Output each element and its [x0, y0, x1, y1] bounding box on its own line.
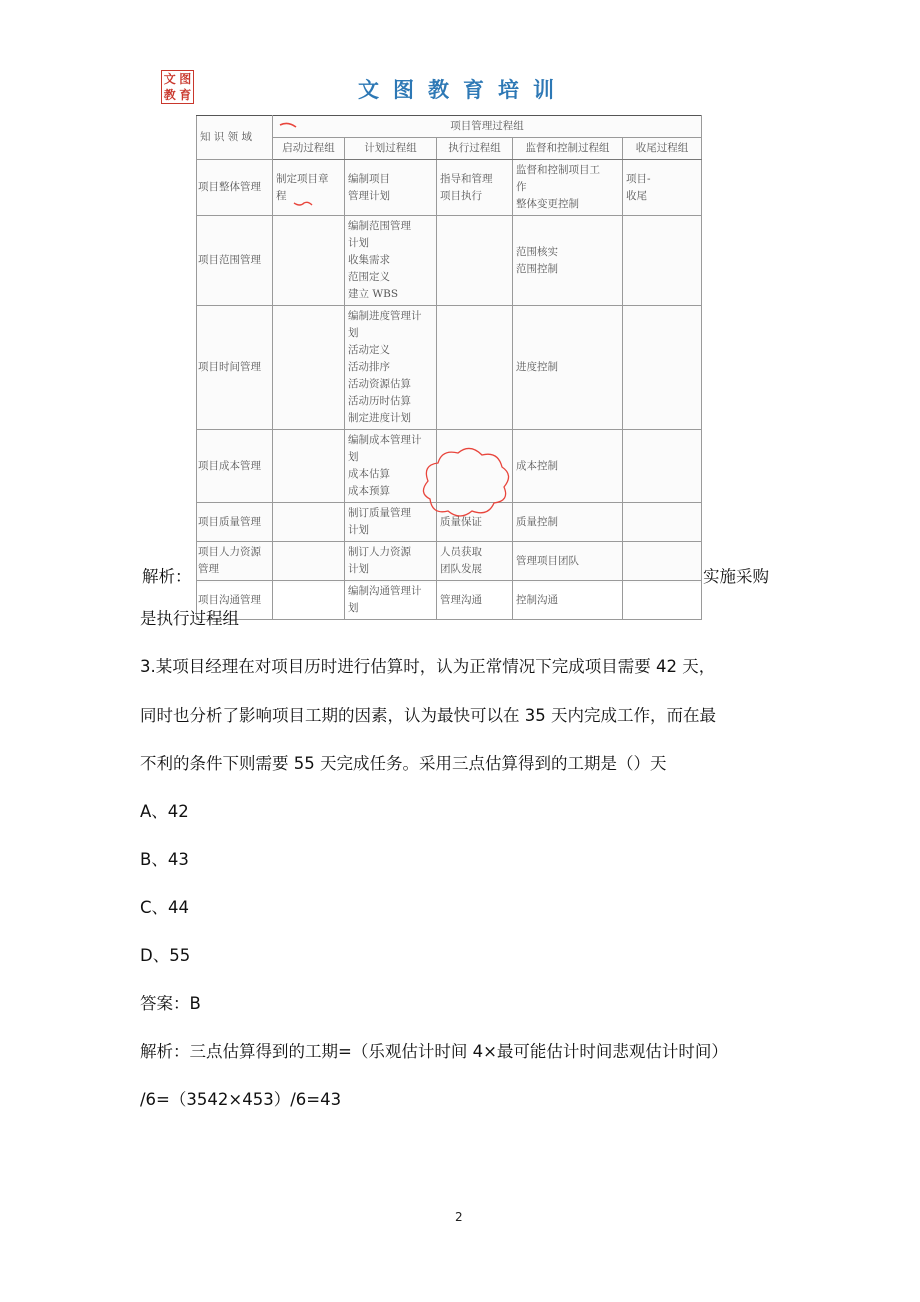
explanation-line-1: 解析：三点估算得到的工期=（乐观估计时间 4×最可能估计时间悲观估计时间）: [140, 1042, 728, 1061]
process-name: 项目执行: [440, 189, 482, 202]
process-name: 范围定义: [348, 271, 390, 283]
process-name: 项目-: [626, 172, 651, 185]
analysis-tail: 实施采购: [703, 567, 769, 586]
analysis-label: 解析：: [142, 567, 192, 586]
logo-stamp: [161, 70, 194, 104]
process-name: 团队发展: [440, 563, 482, 575]
process-name: 活动历时估算: [348, 395, 411, 407]
process-name: 活动排序: [348, 361, 390, 373]
knowledge-area-cell: 项目范围管理: [197, 216, 273, 306]
knowledge-area-cell: 项目人力资源管理: [197, 542, 273, 581]
process-name: 质量控制: [516, 515, 558, 528]
process-name: 作: [516, 181, 527, 193]
option-d: D、55: [140, 946, 191, 965]
process-name: 管理项目团队: [516, 554, 579, 567]
process-name: 管理计划: [348, 189, 390, 202]
process-name: 制定进度计划: [348, 412, 411, 424]
process-name: 编制进度管理计: [348, 310, 422, 322]
process-cell: [345, 581, 437, 620]
process-name: 制订人力资源: [348, 546, 411, 558]
knowledge-area-cell: 项目时间管理: [197, 306, 273, 430]
analysis-continued: 是执行过程组: [140, 609, 239, 628]
page-number: 2: [455, 1210, 463, 1224]
process-name: 编制成本管理计: [348, 434, 422, 446]
process-group-table-image: [196, 115, 701, 614]
process-name: 控制沟通: [516, 593, 558, 606]
process-name: 程: [276, 189, 287, 202]
process-name: 划: [348, 327, 359, 339]
process-name: 成本控制: [516, 459, 558, 472]
option-a: A、42: [140, 802, 189, 821]
knowledge-area-cell: 项目沟通管理: [197, 581, 273, 620]
column-header: 计划过程组: [345, 138, 437, 160]
process-name: 制订质量管理: [348, 507, 411, 519]
process-name: 编制范围管理: [348, 220, 411, 232]
logo-char: 教: [163, 88, 176, 102]
brand-title: 文图教育培训: [358, 77, 568, 102]
knowledge-area-cell: 项目整体管理: [197, 160, 273, 216]
process-name: 质量保证: [440, 515, 482, 528]
process-name: 成本估算: [348, 468, 390, 480]
option-c: C、44: [140, 898, 190, 917]
question-3-line-2: 同时也分析了影响项目工期的因素，认为最快可以在 35 天内完成工作，而在最: [140, 706, 716, 725]
process-name: 编制沟通管理计: [348, 585, 422, 597]
column-header: 监督和控制过程组: [513, 138, 623, 160]
cloud-highlight-mark: [423, 448, 508, 516]
process-name: 划: [348, 451, 359, 463]
group-title: 项目管理过程组: [273, 116, 702, 138]
process-cell: [623, 581, 702, 620]
process-name: 指导和管理: [440, 172, 493, 185]
column-header: 启动过程组: [273, 138, 345, 160]
process-name: 收尾: [626, 189, 647, 202]
knowledge-area-cell: 项目质量管理: [197, 503, 273, 542]
annotation-marks: [196, 115, 701, 583]
process-name: 计划: [348, 237, 369, 249]
process-cell: [437, 581, 513, 620]
explanation-line-2: /6=（3542×453）/6=43: [140, 1090, 342, 1109]
logo-char: 育: [179, 88, 192, 102]
logo-char: 图: [179, 72, 192, 86]
column-header: 收尾过程组: [623, 138, 702, 160]
option-b: B、43: [140, 850, 189, 869]
process-name: 建立 WBS: [348, 288, 399, 300]
process-name: 划: [348, 602, 359, 614]
process-cell: [273, 581, 345, 620]
process-name: 收集需求: [348, 254, 390, 266]
process-name: 计划: [348, 563, 369, 575]
answer: 答案：B: [140, 994, 201, 1013]
process-cell: [513, 581, 623, 620]
logo-char: 文: [163, 72, 176, 86]
process-name: 管理沟通: [440, 593, 482, 606]
process-name: 监督和控制项目工: [516, 164, 600, 176]
knowledge-area-header: 知 识 领 域: [197, 116, 273, 160]
process-name: 制定项目章: [276, 172, 329, 185]
process-name: 人员获取: [440, 546, 482, 558]
table-row: [197, 581, 702, 620]
column-header: 执行过程组: [437, 138, 513, 160]
process-name: 范围控制: [516, 262, 558, 275]
process-name: 活动资源估算: [348, 378, 411, 390]
red-scribble-mark: [280, 123, 296, 127]
red-scribble-mark: [294, 202, 312, 205]
process-name: 整体变更控制: [516, 198, 579, 210]
process-name: 计划: [348, 524, 369, 536]
question-3-line-1: 3.某项目经理在对项目历时进行估算时，认为正常情况下完成项目需要 42 天，: [140, 657, 716, 676]
question-3-line-3: 不利的条件下则需要 55 天完成任务。采用三点估算得到的工期是（）天: [140, 754, 667, 773]
process-name: 进度控制: [516, 361, 558, 373]
process-name: 编制项目: [348, 172, 390, 185]
knowledge-area-cell: 项目成本管理: [197, 430, 273, 503]
process-name: 活动定义: [348, 344, 390, 356]
process-name: 成本预算: [348, 485, 390, 497]
process-name: 范围核实: [516, 245, 558, 258]
